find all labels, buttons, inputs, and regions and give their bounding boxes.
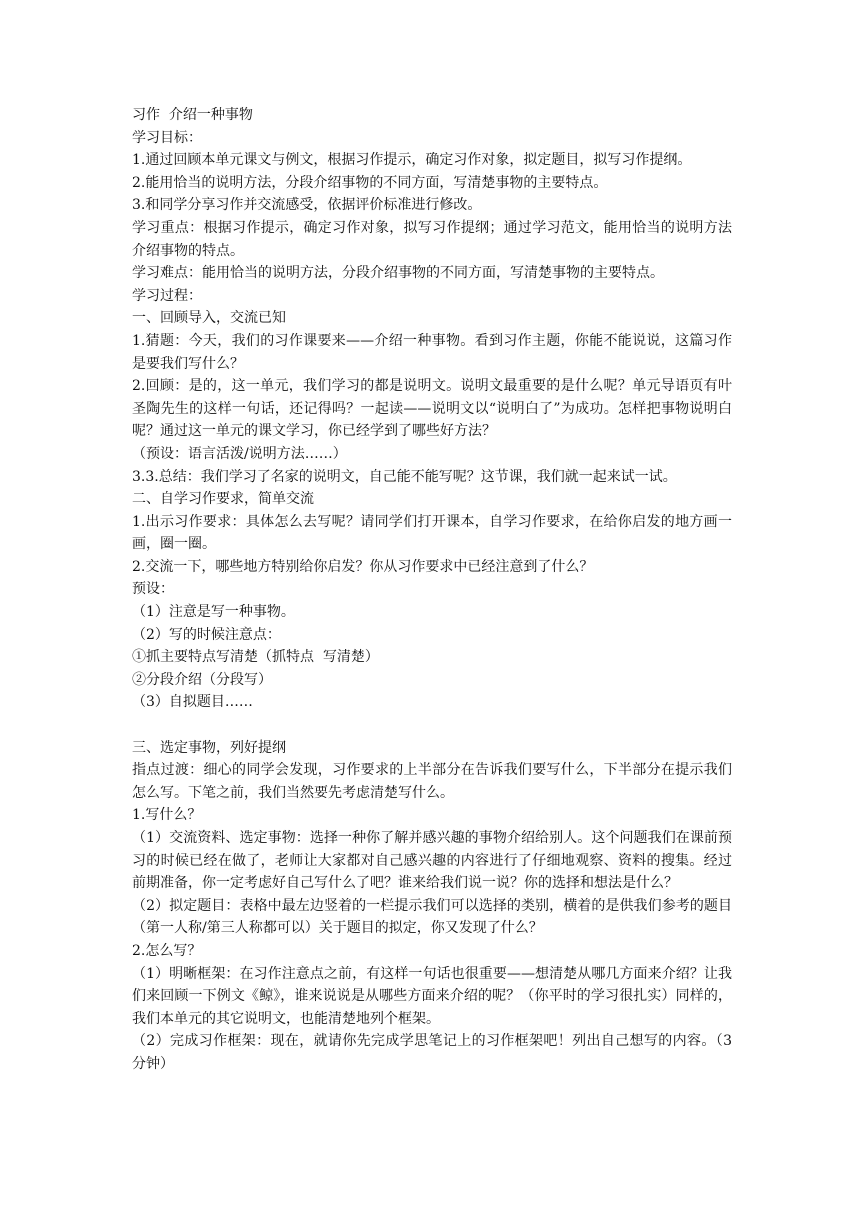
section-1-item-2: 2.回顾：是的，这一单元，我们学习的都是说明文。说明文最重要的是什么呢？单元导语页有叶圣陶先生的这样一句话，还记得吗？一起读——说明文以“说明白了”为成功。怎样把事物说明白呢？通过这一单元的课文学习，你已经学到了哪些好方法？ [132,378,732,440]
section-3-heading: 三、选定事物，列好提纲 [132,739,286,756]
doc-title: 习作 介绍一种事物 [132,107,253,123]
section-3-what-2: （2）拟定题目：表格中最左边竖着的一栏提示我们可以选择的类别，横着的是供我们参考的题目（第一人称/第三人称都可以）关于题目的拟定，你又发现了什么？ [132,897,732,937]
objective-2: 2.能用恰当的说明方法，分段介绍事物的不同方面，写清楚事物的主要特点。 [132,174,608,191]
section-3-how-2: （2）完成习作框架：现在，就请你先完成学思笔记上的习作框架吧！列出自己想写的内容。（3 分钟） [132,1033,737,1072]
objective-3: 3.和同学分享习作并交流感受，依据评价标准进行修改。 [132,197,482,214]
document-page [132,104,737,1076]
section-2-heading: 二、自学习作要求，简单交流 [132,491,314,508]
section-1-heading: 一、回顾导入，交流已知 [132,310,286,327]
section-3-how-heading: 2.怎么写？ [132,942,202,959]
section-2-preset-2b: ②分段介绍（分段写） [132,671,272,688]
section-2-preset-label: 预设： [132,581,174,598]
difficult-points: 学习难点：能用恰当的说明方法，分段介绍事物的不同方面，写清楚事物的主要特点。 [132,265,664,282]
objective-1: 1.通过回顾本单元课文与例文，根据习作提示，确定习作对象，拟定题目，拟写习作提纲。 [132,152,692,169]
section-3-what-heading: 1.写什么？ [132,807,202,824]
heading-process: 学习过程： [132,287,202,304]
section-2-preset-3: （3）自拟题目…… [132,694,253,711]
section-3-how-1: （1）明晰框架：在习作注意点之前，有这样一句话也很重要——想清楚从哪几方面来介绍？让我们来回顾一下例文《鲸》，谁来说说是从哪些方面来介绍的呢？（你平时的学习很扎实）同样的，我们本单元的其它说明文，也能清楚地列个框架。 [132,965,732,1027]
section-2-item-1: 1.出示习作要求：具体怎么去写呢？请同学们打开课本，自学习作要求，在给你启发的地方画一画，圈一圈。 [132,513,732,553]
blank-line [132,714,732,737]
section-3-transition: 指点过渡：细心的同学会发现，习作要求的上半部分在告诉我们要写什么，下半部分在提示我们怎么写。下笔之前，我们当然要先考虑清楚写什么。 [132,762,732,801]
section-1-item-1: 1.猜题：今天，我们的习作课要来——介绍一种事物。看到习作主题，你能不能说说，这篇习作是要我们写什么？ [132,332,732,372]
section-2-preset-2a: ①抓主要特点写清楚（抓特点 写清楚） [132,649,379,666]
key-points: 学习重点：根据习作提示，确定习作对象，拟写习作提纲；通过学习范文，能用恰当的说明方法介绍事物的特点。 [132,219,732,259]
heading-objectives: 学习目标： [132,129,202,146]
section-2-preset-2: （2）写的时候注意点： [132,626,281,643]
section-3-what-1: （1）交流资料、选定事物：选择一种你了解并感兴趣的事物介绍给别人。这个问题我们在课前预习的时候已经在做了，老师让大家都对自己感兴趣的内容进行了仔细地观察、资料的搜集。经过前期准备，你一定考虑好自己写什么了吧？谁来给我们说一说？你的选择和想法是什么？ [132,830,732,892]
section-1-preset: （预设：语言活泼/说明方法……） [132,445,347,462]
section-2-preset-1: （1）注意是写一种事物。 [132,604,295,621]
section-2-item-2: 2.交流一下，哪些地方特别给你启发？你从习作要求中已经注意到了什么？ [132,558,594,575]
section-1-item-3: 3.3.总结：我们学习了名家的说明文，自己能不能写呢？这节课，我们就一起来试一试。 [132,468,677,485]
